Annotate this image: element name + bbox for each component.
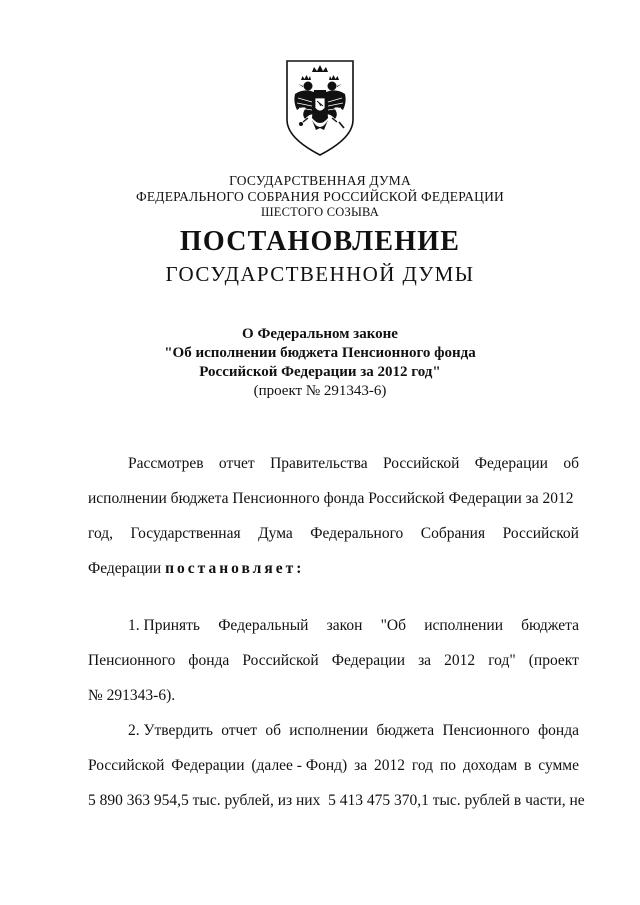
word: Федерации <box>171 757 245 774</box>
word: бюджета <box>521 617 579 634</box>
word: об <box>563 455 579 472</box>
word: в <box>524 757 532 774</box>
organization-line-2: ФЕДЕРАЛЬНОГО СОБРАНИЯ РОССИЙСКОЙ ФЕДЕРАЦИИ <box>136 189 504 204</box>
word: Российской <box>502 525 579 542</box>
double-headed-eagle-icon <box>284 58 356 158</box>
word: Дума <box>258 525 293 542</box>
word: (далее - Фонд) <box>251 757 348 774</box>
word: исполнении <box>424 617 503 634</box>
word: фонда <box>538 722 579 739</box>
organization-line-1: ГОСУДАРСТВЕННАЯ ДУМА <box>229 173 411 188</box>
word: 2. Утвердить <box>128 722 213 739</box>
document-title: ПОСТАНОВЛЕНИЕ <box>179 226 461 257</box>
word: Федерации <box>474 455 548 472</box>
word: 2012 <box>373 757 405 774</box>
convocation: ШЕСТОГО СОЗЫВА <box>260 205 380 219</box>
word: закон <box>326 617 363 634</box>
word: Российской <box>382 455 460 472</box>
subject-line-2: "Об исполнении бюджета Пенсионного фонда <box>164 345 476 361</box>
word: Государственная <box>130 525 241 542</box>
word: сумме <box>538 757 579 774</box>
subject-line-4: (проект № 291343-6) <box>253 383 387 399</box>
word: об <box>265 722 281 739</box>
p1-line-2: исполнении бюджета Пенсионного фонда Российской Федерации за 2012 <box>88 490 574 507</box>
p1-line-1 <box>128 455 579 473</box>
coat-of-arms-emblem <box>284 58 356 158</box>
word: Пенсионного <box>88 652 176 669</box>
word: за <box>418 652 432 669</box>
p2-line-1 <box>128 617 579 635</box>
word: (проект <box>528 652 579 669</box>
p3-line-2 <box>88 757 579 775</box>
word: Федерации <box>88 560 162 577</box>
word: Рассмотрев <box>128 455 204 472</box>
word: отчет <box>221 722 258 739</box>
word: год, <box>88 525 114 542</box>
word: Федерального <box>310 525 404 542</box>
word: Федеральный <box>218 617 309 634</box>
document-subtitle: ГОСУДАРСТВЕННОЙ ДУМЫ <box>165 262 475 286</box>
p2-line-3: № 291343-6). <box>88 687 176 704</box>
word: Собрания <box>420 525 486 542</box>
subject-line-3: Российской Федерации за 2012 год" <box>199 364 441 380</box>
resolves-keyword: постановляет: <box>165 560 305 577</box>
word: Российской <box>242 652 319 669</box>
word: год <box>411 757 434 774</box>
word: фонда <box>188 652 230 669</box>
word: исполнении <box>289 722 369 739</box>
word: Российской <box>88 757 165 774</box>
p1-line-4 <box>88 560 304 578</box>
p3-line-1 <box>128 722 579 740</box>
word: год" <box>488 652 516 669</box>
word: отчет <box>218 455 255 472</box>
word: Пенсионного <box>442 722 530 739</box>
word: Правительства <box>270 455 368 472</box>
word: Федерации <box>331 652 405 669</box>
word: доходам <box>462 757 518 774</box>
p2-line-2 <box>88 652 579 670</box>
word: за <box>354 757 368 774</box>
word: "Об <box>380 617 407 634</box>
p1-line-3 <box>88 525 579 543</box>
word: 2012 <box>444 652 476 669</box>
word: бюджета <box>376 722 435 739</box>
word: 1. Принять <box>128 617 201 634</box>
word: по <box>439 757 456 774</box>
subject-line-1: О Федеральном законе <box>242 326 398 342</box>
p3-line-3: 5 890 363 954,5 тыс. рублей, из них 5 413 475 370,1 тыс. рублей в части, не <box>88 792 585 809</box>
